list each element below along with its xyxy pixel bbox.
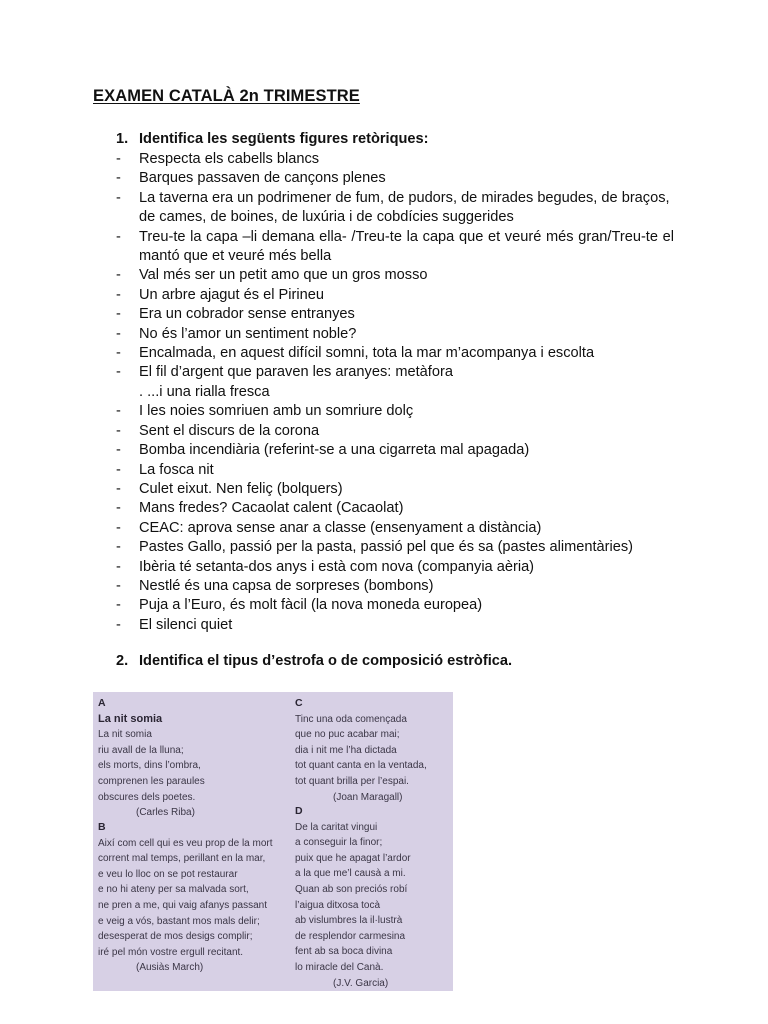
question-1-number: 1.	[116, 131, 129, 147]
poem-line: lo miracle del Canà.	[295, 961, 384, 973]
poem-c	[295, 696, 427, 805]
poem-line: iré pel món vostre ergull recitant.	[98, 946, 244, 958]
question-2-heading	[116, 653, 512, 669]
list-item: - Pastes Gallo, passió per la pasta, passió pel que és sa (pastes alimentàries)	[116, 539, 634, 556]
list-item: - CEAC: aprova sense anar a classe (ensenyament a distància)	[116, 519, 542, 536]
question-1-text: Identifica les següents figures retòriques:	[139, 131, 429, 147]
list-item: - I les noies somriuen amb un somriure dolç	[116, 403, 414, 420]
list-item: - Val més ser un petit amo que un gros mosso	[116, 267, 428, 284]
list-item: - Barques passaven de cançons plenes	[116, 170, 386, 187]
poem-line: desesperat de mos desigs complir;	[98, 931, 253, 943]
list-item: . ...i una rialla fresca	[139, 383, 270, 400]
poem-line: riu avall de la lluna;	[98, 744, 184, 756]
poem-line: corrent mal temps, perillant en la mar,	[98, 853, 266, 865]
poem-d-author: (J.V. Garcia)	[333, 977, 389, 989]
poem-line: De la caritat vingui	[295, 821, 378, 833]
list-item: - No és l’amor un sentiment noble?	[116, 325, 357, 342]
poem-line: obscures dels poetes.	[98, 791, 196, 803]
poem-line: ne pren a me, qui vaig afanys passant	[98, 899, 267, 911]
list-item: - Treu-te la capa –li demana ella- /Treu-te la capa que et veuré més gran/Treu-te el mantó que et veuré més bella	[116, 228, 674, 265]
poem-line: que no puc acabar mai;	[295, 729, 400, 741]
poem-line: a la que me’l causà a mi.	[295, 868, 406, 880]
poem-line: fent ab sa boca divina	[295, 946, 393, 958]
poem-a	[98, 696, 205, 821]
poem-a-author: (Carles Riba)	[136, 807, 195, 819]
poem-line: La nit somia	[98, 729, 152, 741]
poem-d-letter: D	[295, 805, 303, 817]
poem-line: dia i nit me l’ha dictada	[295, 744, 397, 756]
poem-line: tot quant brilla per l’espai.	[295, 775, 409, 787]
list-item: - Encalmada, en aquest difícil somni, tota la mar m’acompanya i escolta	[116, 345, 595, 362]
page-title: EXAMEN CATALÀ 2n TRIMESTRE	[93, 87, 360, 105]
poem-b-letter: B	[98, 821, 106, 833]
list-item: - Un arbre ajagut és el Pirineu	[116, 286, 324, 303]
question-2-text: Identifica el tipus d’estrofa o de composició estròfica.	[139, 653, 513, 669]
question-2-number: 2.	[116, 653, 129, 669]
poem-line: ab vislumbres la il·lustrà	[295, 915, 403, 927]
poems-image-panel	[93, 692, 453, 991]
poem-line: els morts, dins l’ombra,	[98, 760, 201, 772]
list-item: - Culet eixut. Nen feliç (bolquers)	[116, 480, 343, 497]
poem-line: puix que he apagat l’ardor	[295, 852, 411, 864]
figures-list	[116, 150, 674, 635]
poem-line: de resplendor carmesina	[295, 930, 406, 942]
poem-a-letter: A	[98, 697, 106, 709]
list-item: - Era un cobrador sense entranyes	[116, 306, 355, 323]
list-item: - Bomba incendiària (referint-se a una cigarreta mal apagada)	[116, 442, 530, 459]
poem-c-author: (Joan Maragall)	[333, 791, 403, 803]
list-item: - Sent el discurs de la corona	[116, 422, 320, 439]
list-item: - Mans fredes? Cacaolat calent (Cacaolat)	[116, 500, 404, 517]
list-item: - Respecta els cabells blancs	[116, 151, 320, 167]
list-item: - El fil d’argent que paraven les aranyes: metàfora	[116, 364, 453, 381]
poem-line: e veu lo lloc on se pot restaurar	[98, 868, 238, 880]
poem-d	[295, 804, 411, 991]
poem-c-letter: C	[295, 697, 303, 709]
poem-line: a conseguir la finor;	[295, 837, 383, 849]
poem-line: tot quant canta en la ventada,	[295, 760, 427, 772]
poem-line: e no hi ateny per sa malvada sort,	[98, 884, 249, 896]
list-item: - La taverna era un podrimener de fum, de pudors, de mirades begudes, de braços, de cames, de boines, de luxúria i de cobdícies suggerides	[116, 189, 670, 226]
poem-line: Així com cell qui es veu prop de la mort	[98, 837, 273, 849]
poem-line: Tinc una oda començada	[295, 713, 407, 725]
poem-b-author: (Ausiàs March)	[136, 962, 204, 974]
list-item: - Nestlé és una capsa de sorpreses (bombons)	[116, 577, 434, 594]
question-1-heading	[116, 131, 429, 147]
poem-line: l’aigua ditxosa tocà	[295, 899, 381, 911]
poem-b	[98, 820, 273, 976]
list-item: - La fosca nit	[116, 461, 214, 478]
poem-a-title: La nit somia	[98, 712, 163, 725]
poem-line: Quan ab son preciós robí	[295, 883, 408, 895]
list-item: - Puja a l’Euro, és molt fàcil (la nova moneda europea)	[116, 597, 483, 614]
list-item: - Ibèria té setanta-dos anys i està com nova (companyia aèria)	[116, 558, 535, 575]
poem-line: e veig a vós, bastant mos mals delir;	[98, 915, 260, 927]
poem-line: comprenen les paraules	[98, 775, 205, 787]
list-item: - El silenci quiet	[116, 616, 233, 633]
